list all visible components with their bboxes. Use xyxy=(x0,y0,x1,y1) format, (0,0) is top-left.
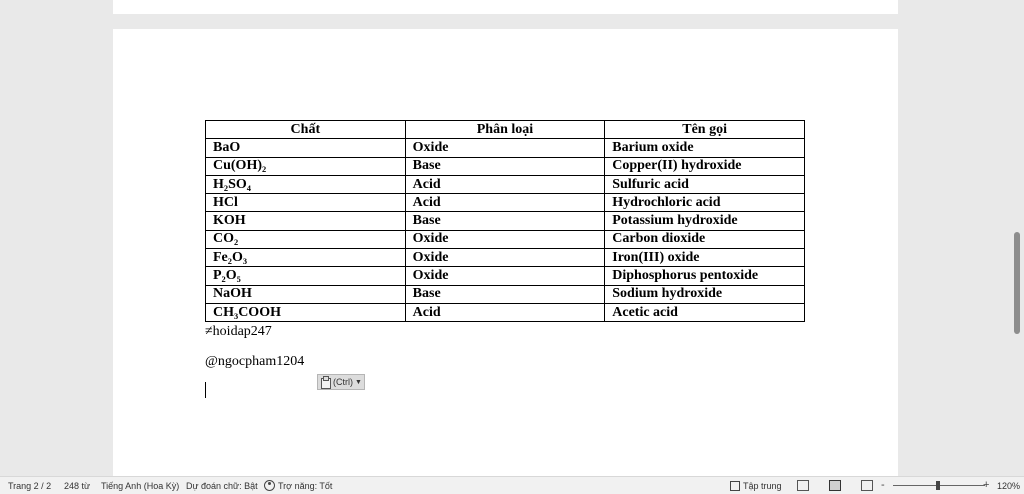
previous-page-bottom xyxy=(113,0,898,14)
table-row xyxy=(206,267,805,285)
scrollbar-thumb[interactable] xyxy=(1014,232,1020,334)
table-row xyxy=(206,212,805,230)
cell-name[interactable]: Iron(III) oxide xyxy=(605,249,805,267)
cell-substance[interactable]: KOH xyxy=(206,212,406,230)
cell-substance[interactable]: CH₃COOH xyxy=(206,303,406,321)
table-row xyxy=(206,139,805,157)
chemical-table[interactable] xyxy=(205,120,805,322)
tag-line[interactable]: ≠hoidap247 xyxy=(205,324,272,339)
accessibility-icon xyxy=(264,480,275,491)
clipboard-icon xyxy=(320,376,331,388)
header-substance[interactable]: Chất xyxy=(206,121,406,139)
table-header-row xyxy=(206,121,805,139)
cell-classification[interactable]: Acid xyxy=(405,303,605,321)
chevron-down-icon: ▼ xyxy=(355,378,362,386)
table-row xyxy=(206,230,805,248)
accessibility-label: Trợ năng: Tốt xyxy=(278,480,333,491)
web-layout-icon[interactable] xyxy=(861,480,873,491)
table-row xyxy=(206,285,805,303)
cell-substance[interactable]: BaO xyxy=(206,139,406,157)
cell-classification[interactable]: Oxide xyxy=(405,267,605,285)
status-bar xyxy=(0,476,1024,494)
cell-classification[interactable]: Acid xyxy=(405,175,605,193)
table-row xyxy=(206,175,805,193)
word-count[interactable]: 248 từ xyxy=(64,480,91,491)
accessibility-status[interactable] xyxy=(264,477,332,494)
cell-name[interactable]: Barium oxide xyxy=(605,139,805,157)
cell-classification[interactable]: Base xyxy=(405,157,605,175)
language-status[interactable]: Tiếng Anh (Hoa Kỳ) xyxy=(101,480,180,491)
cell-name[interactable]: Diphosphorus pentoxide xyxy=(605,267,805,285)
cell-name[interactable]: Copper(II) hydroxide xyxy=(605,157,805,175)
zoom-out-button[interactable]: - xyxy=(881,479,885,491)
table-row xyxy=(206,157,805,175)
zoom-in-button[interactable]: + xyxy=(983,479,990,491)
cell-classification[interactable]: Oxide xyxy=(405,230,605,248)
cell-substance[interactable]: H₂SO₄ xyxy=(206,175,406,193)
cell-substance[interactable]: CO₂ xyxy=(206,230,406,248)
text-cursor xyxy=(205,382,206,398)
cell-name[interactable]: Hydrochloric acid xyxy=(605,194,805,212)
document-page[interactable] xyxy=(113,29,898,476)
cell-substance[interactable]: NaOH xyxy=(206,285,406,303)
cell-name[interactable]: Sulfuric acid xyxy=(605,175,805,193)
print-layout-icon[interactable] xyxy=(829,480,841,491)
cell-name[interactable]: Potassium hydroxide xyxy=(605,212,805,230)
header-name[interactable]: Tên gọi xyxy=(605,121,805,139)
read-mode-icon[interactable] xyxy=(797,480,809,491)
focus-icon xyxy=(730,481,740,491)
zoom-level[interactable]: 120% xyxy=(997,480,1021,491)
paste-options-label: (Ctrl) xyxy=(333,377,353,387)
cell-name[interactable]: Acetic acid xyxy=(605,303,805,321)
paste-options-button[interactable] xyxy=(317,374,365,390)
cell-classification[interactable]: Base xyxy=(405,285,605,303)
cell-classification[interactable]: Base xyxy=(405,212,605,230)
page-count[interactable]: Trang 2 / 2 xyxy=(8,480,52,491)
text-prediction-status[interactable]: Dự đoán chữ: Bật xyxy=(186,480,258,491)
author-line[interactable]: @ngocpham1204 xyxy=(205,354,305,369)
cell-classification[interactable]: Oxide xyxy=(405,249,605,267)
table-row xyxy=(206,194,805,212)
table-row xyxy=(206,303,805,321)
cell-substance[interactable]: Cu(OH)₂ xyxy=(206,157,406,175)
vertical-scrollbar[interactable] xyxy=(1010,0,1024,476)
focus-label: Tập trung xyxy=(743,480,782,491)
cell-classification[interactable]: Oxide xyxy=(405,139,605,157)
cell-substance[interactable]: Fe₂O₃ xyxy=(206,249,406,267)
cell-name[interactable]: Carbon dioxide xyxy=(605,230,805,248)
zoom-slider-thumb[interactable] xyxy=(936,481,940,490)
focus-button[interactable] xyxy=(730,477,782,494)
table-row xyxy=(206,249,805,267)
cell-substance[interactable]: P₂O₅ xyxy=(206,267,406,285)
header-classification[interactable]: Phân loại xyxy=(405,121,605,139)
cell-substance[interactable]: HCl xyxy=(206,194,406,212)
cell-name[interactable]: Sodium hydroxide xyxy=(605,285,805,303)
cell-classification[interactable]: Acid xyxy=(405,194,605,212)
